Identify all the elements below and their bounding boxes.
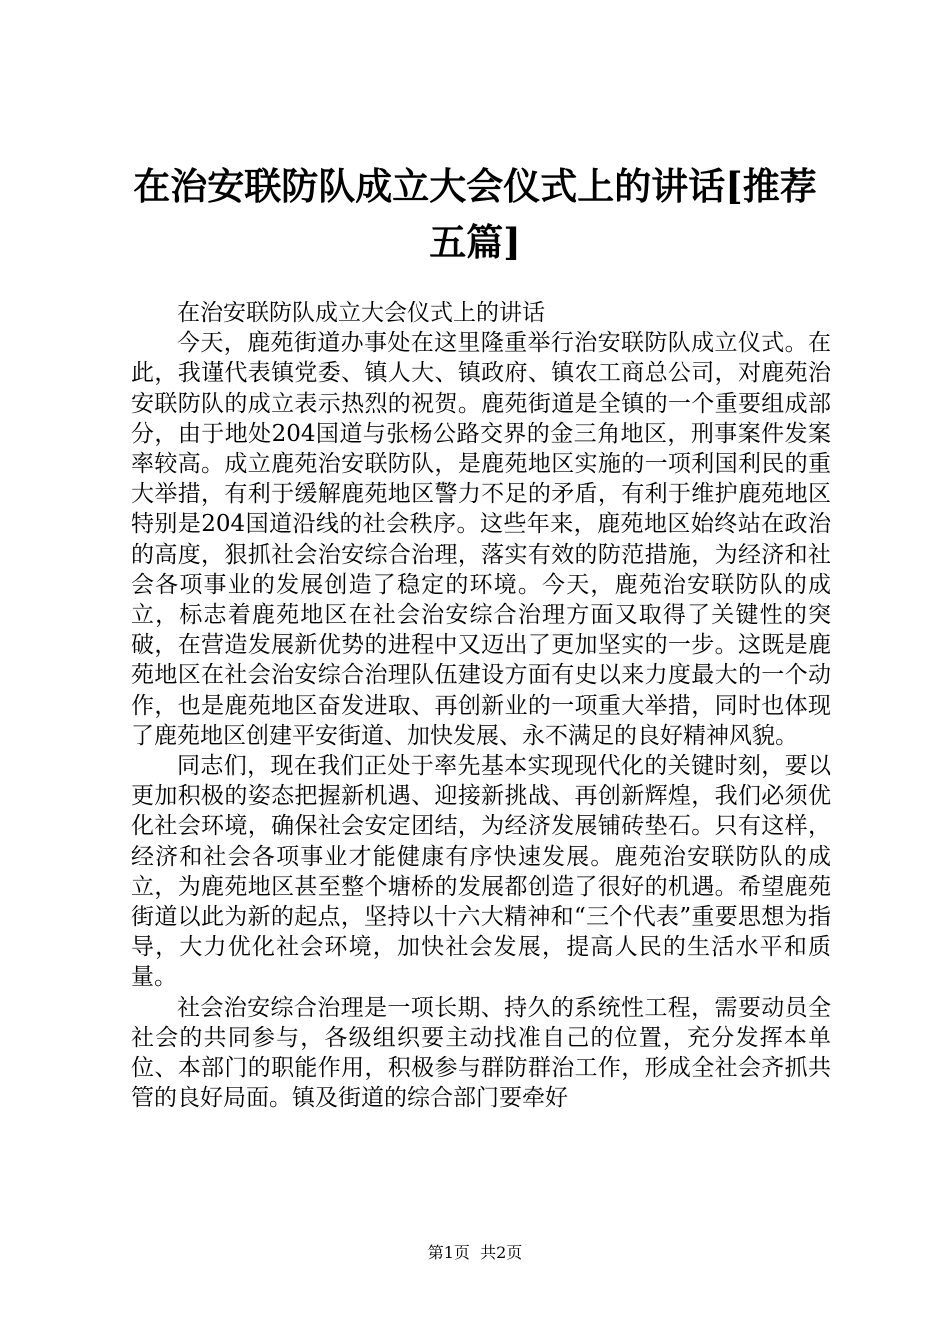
paragraph-2: 同志们，现在我们正处于率先基本实现现代化的关键时刻，要以更加积极的姿态把握新机遇、迎接新挑战、再创新辉煌，我们必须优化社会环境，确保社会安定团结，为经济发展铺砖垫石。只有这样，经济和社会各项事业才能健康有序快速发展。鹿苑治安联防队的成立，为鹿苑地区甚至整个塘桥的发展都创造了很好的机遇。希望鹿苑街道以此为新的起点，坚持以十六大精神和“三个代表”重要思想为指导，大力优化社会环境，加快社会发展，提高人民的生活水平和质量。 xyxy=(131,753,831,991)
page-footer xyxy=(0,1243,950,1263)
paragraph-1: 今天，鹿苑街道办事处在这里隆重举行治安联防队成立仪式。在此，我谨代表镇党委、镇人大、镇政府、镇农工商总公司，对鹿苑治安联防队的成立表示热烈的祝贺。鹿苑街道是全镇的一个重要组成部分，由于地处204国道与张杨公路交界的金三角地区，刑事案件发案率较高。成立鹿苑治安联防队，是鹿苑地区实施的一项利国利民的重大举措，有利于缓解鹿苑地区警力不足的矛盾，有利于维护鹿苑地区特别是204国道沿线的社会秩序。这些年来，鹿苑地区始终站在政治的高度，狠抓社会治安综合治理，落实有效的防范措施，为经济和社会各项事业的发展创造了稳定的环境。今天，鹿苑治安联防队的成立，标志着鹿苑地区在社会治安综合治理方面又取得了关键性的突破，在营造发展新优势的进程中又迈出了更加坚实的一步。这既是鹿苑地区在社会治安综合治理队伍建设方面有史以来力度最大的一个动作，也是鹿苑地区奋发进取、再创新业的一项重大举措，同时也体现了鹿苑地区创建平安街道、加快发展、永不满足的良好精神风貌。 xyxy=(131,330,831,749)
page-number: 第1页 共2页 xyxy=(427,1243,523,1262)
subtitle-line: 在治安联防队成立大会仪式上的讲话 xyxy=(177,300,545,326)
document-title: 在治安联防队成立大会仪式上的讲话[推荐五篇] xyxy=(133,164,817,264)
document-body xyxy=(131,298,831,1113)
paragraph-3: 社会治安综合治理是一项长期、持久的系统性工程，需要动员全社会的共同参与，各级组织要主动找准自己的位置，充分发挥本单位、本部门的职能作用，积极参与群防群治工作，形成全社会齐抓共管的良好局面。镇及街道的综合部门要牵好 xyxy=(131,994,831,1112)
